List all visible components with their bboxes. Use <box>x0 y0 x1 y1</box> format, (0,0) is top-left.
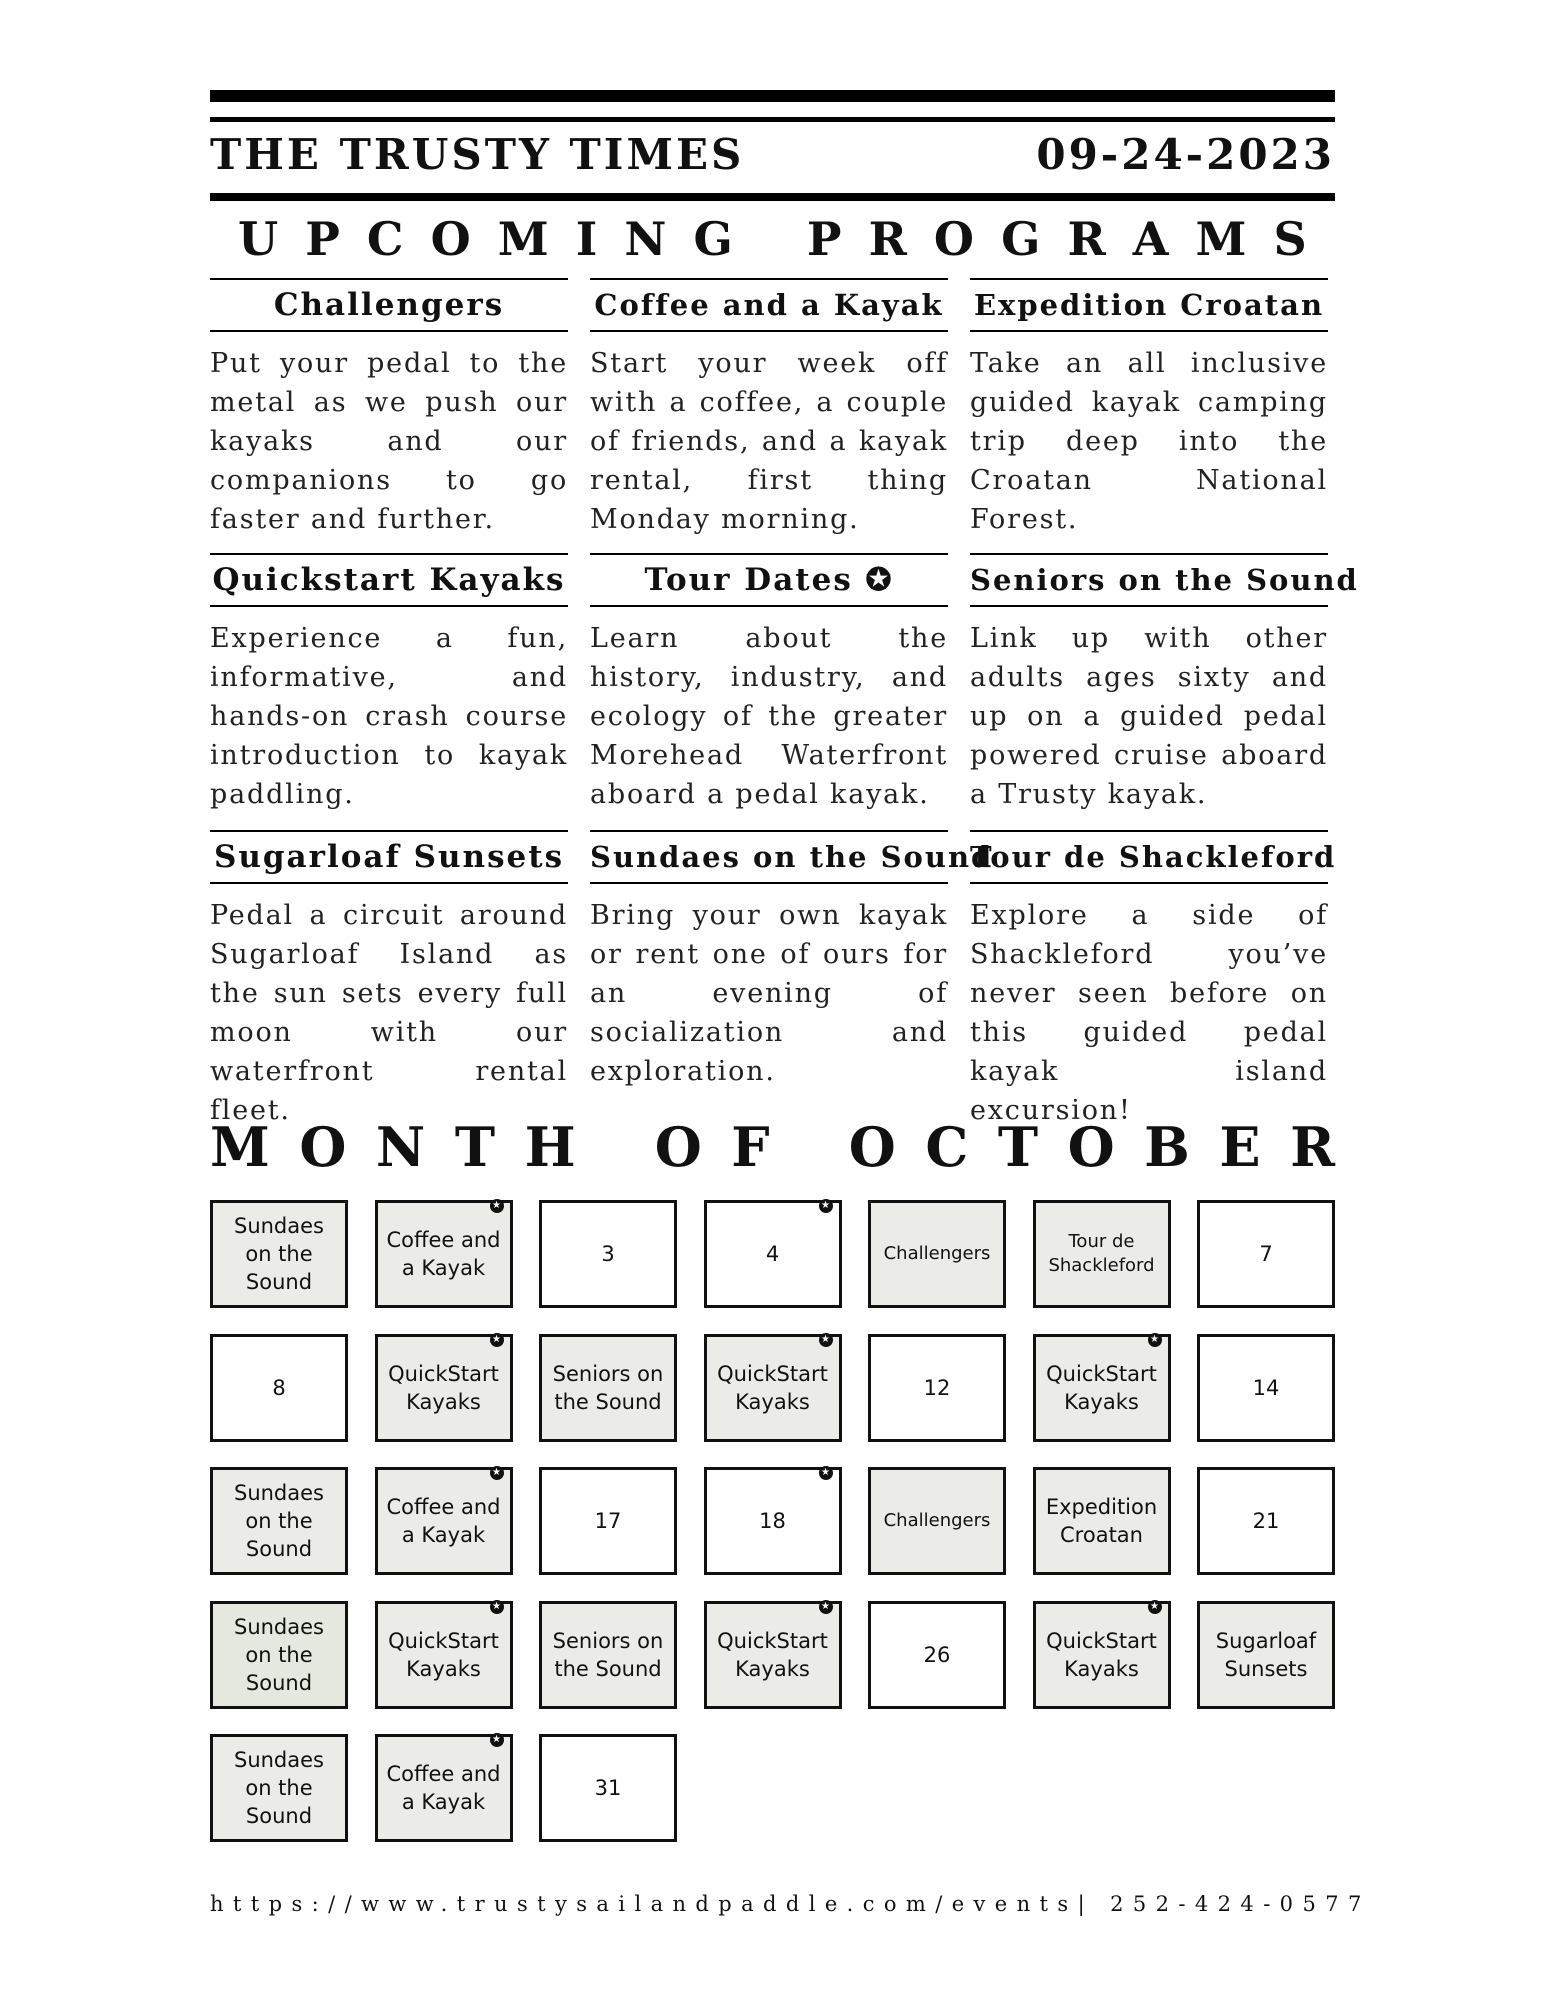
calendar-day <box>704 1601 842 1709</box>
calendar-day <box>1197 1467 1335 1575</box>
calendar-day <box>868 1200 1006 1308</box>
calendar-day <box>210 1601 348 1709</box>
heading-letter <box>760 212 780 272</box>
calendar-day <box>1033 1467 1171 1575</box>
heading-letter: N <box>375 1115 426 1179</box>
program-title: Sugarloaf Sunsets <box>210 830 568 884</box>
heading-letter: A <box>1132 212 1169 266</box>
calendar-day <box>210 1734 348 1842</box>
program-title: Expedition Croatan <box>970 278 1328 332</box>
heading-letter: T <box>454 1115 496 1179</box>
program-description: Experience a fun, informative, and hands-on crash course introduction to kayak paddling. <box>210 623 568 810</box>
calendar-day <box>375 1601 513 1709</box>
heading-letter: O <box>933 212 974 266</box>
heading-letter: R <box>868 212 907 266</box>
calendar-day-label: QuickStart Kayaks <box>717 1361 828 1414</box>
calendar-day-label: QuickStart Kayaks <box>388 1628 499 1681</box>
masthead <box>210 130 1335 190</box>
calendar-day <box>210 1467 348 1575</box>
calendar-day-label: 17 <box>594 1509 622 1533</box>
heading-letter: F <box>731 1115 770 1179</box>
heading-letter: O <box>654 1115 702 1179</box>
calendar-day-label: 4 <box>765 1242 780 1266</box>
calendar-day-label: 8 <box>272 1375 286 1400</box>
heading-letter: E <box>1219 1115 1261 1179</box>
calendar-day <box>1197 1200 1335 1308</box>
heading-letter: O <box>848 1115 896 1179</box>
heading-letter: C <box>925 1115 969 1179</box>
upcoming-programs-heading <box>210 212 1335 272</box>
top-rule <box>210 90 1335 102</box>
calendar-day-label: Coffee and a Kayak <box>386 1762 501 1814</box>
tour-star-icon: ★ <box>490 1199 504 1213</box>
heading-letter: O <box>299 1115 347 1179</box>
tour-star-icon: ★ <box>819 1600 833 1614</box>
calendar-day <box>868 1601 1006 1709</box>
calendar-day-label: 3 <box>601 1242 615 1266</box>
calendar-day <box>210 1200 348 1308</box>
calendar-day-label: 12 <box>923 1375 951 1400</box>
calendar-day <box>539 1467 677 1575</box>
calendar-day-label: Expedition Croatan <box>1045 1495 1158 1547</box>
program-description: Bring your own kayak or rent one of ours for an evening of socialization and exploration. <box>590 900 948 1087</box>
program-title: Coffee and a Kayak <box>590 278 948 332</box>
calendar-day <box>539 1601 677 1709</box>
program-card <box>590 278 948 539</box>
calendar-day-label: Seniors on the Sound <box>552 1628 664 1681</box>
calendar-day-label: Seniors on the Sound <box>552 1361 664 1414</box>
heading-letter: M <box>497 212 549 266</box>
calendar-day-label: 31 <box>594 1776 622 1800</box>
calendar-day-label: 26 <box>923 1642 951 1667</box>
program-title: Tour Dates ✪ <box>590 553 948 607</box>
heading-letter: M <box>1195 212 1247 266</box>
masthead-bottom-rule <box>210 193 1335 201</box>
tour-star-icon: ★ <box>819 1466 833 1480</box>
program-card <box>210 553 568 814</box>
heading-letter: O <box>430 212 471 266</box>
program-card <box>970 278 1328 539</box>
calendar-day <box>704 1334 842 1442</box>
program-description: Put your pedal to the metal as we push our kayaks and our companions to go faster and further. <box>210 348 568 535</box>
calendar-day-label: Challengers <box>883 1243 991 1264</box>
calendar-day <box>539 1734 677 1842</box>
calendar-day <box>539 1200 677 1308</box>
heading-letter <box>605 1115 625 1181</box>
program-description: Explore a side of Shackleford you’ve never seen before on this guided pedal kayak island excursion! <box>970 900 1328 1126</box>
tour-star-icon: ★ <box>490 1733 504 1747</box>
calendar-day-label: QuickStart Kayaks <box>388 1361 499 1414</box>
heading-letter: M <box>210 1115 270 1179</box>
calendar-day-label: Sundaes on the Sound <box>233 1214 324 1294</box>
calendar-day-label: Coffee and a Kayak <box>386 1228 501 1280</box>
program-card <box>590 553 948 814</box>
program-description: Pedal a circuit around Sugarloaf Island as the sun sets every full moon with our waterfront rental fleet. <box>210 900 568 1126</box>
tour-star-icon: ★ <box>490 1333 504 1347</box>
calendar-day <box>1033 1601 1171 1709</box>
heading-letter: G <box>693 212 733 266</box>
heading-letter: S <box>1273 212 1307 266</box>
tour-star-icon: ★ <box>1148 1333 1162 1347</box>
calendar-day-label: Challengers <box>883 1510 991 1531</box>
heading-letter: U <box>238 212 279 266</box>
calendar-day-label: QuickStart Kayaks <box>1046 1361 1157 1414</box>
calendar-day-label: 7 <box>1259 1242 1273 1266</box>
heading-letter: B <box>1144 1115 1190 1179</box>
program-title: Seniors on the Sound <box>970 553 1328 607</box>
program-title: Sundaes on the Sound <box>590 830 948 884</box>
heading-letter: R <box>1067 212 1106 266</box>
tour-star-icon: ★ <box>819 1199 833 1213</box>
program-description: Start your week off with a coffee, a couple of friends, and a kayak rental, first thing Monday morning. <box>590 348 948 535</box>
calendar-day <box>375 1734 513 1842</box>
calendar-day-label: Sundaes on the Sound <box>233 1614 324 1695</box>
calendar-day <box>704 1200 842 1308</box>
heading-letter: H <box>524 1115 576 1179</box>
calendar-day-label: QuickStart Kayaks <box>717 1628 828 1681</box>
calendar-day <box>1197 1334 1335 1442</box>
program-card <box>210 830 568 1130</box>
program-card <box>970 553 1359 814</box>
heading-letter: G <box>1001 212 1041 266</box>
calendar-day <box>1033 1200 1171 1308</box>
calendar-day-label: QuickStart Kayaks <box>1046 1628 1157 1681</box>
program-description: Learn about the history, industry, and ecology of the greater Morehead Waterfront aboard a pedal kayak. <box>590 623 948 810</box>
calendar-day <box>375 1467 513 1575</box>
calendar-day-label: 18 <box>759 1509 786 1533</box>
calendar-day-label: Sundaes on the Sound <box>233 1481 324 1561</box>
calendar-day-label: 14 <box>1252 1375 1280 1400</box>
heading-letter: P <box>305 212 340 266</box>
calendar-day-label: Tour de Shackleford <box>1048 1231 1155 1276</box>
calendar-day-label: Sugarloaf Sunsets <box>1215 1628 1317 1681</box>
footer-contact: https://www.trustysailandpaddle.com/events| 252-424-0577 <box>210 1892 1371 1916</box>
tour-star-icon: ★ <box>819 1333 833 1347</box>
heading-letter <box>799 1115 819 1181</box>
calendar-day <box>210 1334 348 1442</box>
heading-letter: N <box>624 212 667 266</box>
tour-star-icon: ★ <box>1148 1600 1162 1614</box>
calendar-day-label: Coffee and a Kayak <box>386 1495 501 1547</box>
calendar-day-label: Sundaes on the Sound <box>233 1748 324 1828</box>
issue-date: 09-24-2023 <box>1036 130 1335 179</box>
program-title: Challengers <box>210 278 568 332</box>
tour-star-icon: ★ <box>490 1466 504 1480</box>
calendar-day <box>375 1334 513 1442</box>
program-description: Take an all inclusive guided kayak camping trip deep into the Croatan National Forest. <box>970 348 1328 535</box>
heading-letter: C <box>366 212 404 266</box>
month-heading <box>210 1115 1335 1181</box>
program-title: Tour de Shackleford <box>970 830 1328 884</box>
tour-star-icon: ★ <box>490 1600 504 1614</box>
program-card <box>210 278 568 539</box>
heading-letter: T <box>997 1115 1039 1179</box>
calendar-day <box>868 1334 1006 1442</box>
calendar-day-label: 21 <box>1252 1509 1280 1533</box>
newsletter-title: THE TRUSTY TIMES <box>210 130 745 179</box>
heading-letter: O <box>1067 1115 1115 1179</box>
calendar-day <box>375 1200 513 1308</box>
calendar-day <box>868 1467 1006 1575</box>
program-card <box>590 830 994 1091</box>
calendar-day <box>704 1467 842 1575</box>
program-description: Link up with other adults ages sixty and up on a guided pedal powered cruise aboard a Trusty kayak. <box>970 623 1328 810</box>
program-title: Quickstart Kayaks <box>210 553 568 607</box>
calendar-day <box>1033 1334 1171 1442</box>
heading-letter: P <box>806 212 842 266</box>
heading-letter: I <box>575 212 598 266</box>
program-card <box>970 830 1337 1130</box>
calendar-day <box>539 1334 677 1442</box>
top-rule-thin <box>210 117 1335 122</box>
heading-letter: R <box>1290 1115 1335 1179</box>
calendar-day <box>1197 1601 1335 1709</box>
